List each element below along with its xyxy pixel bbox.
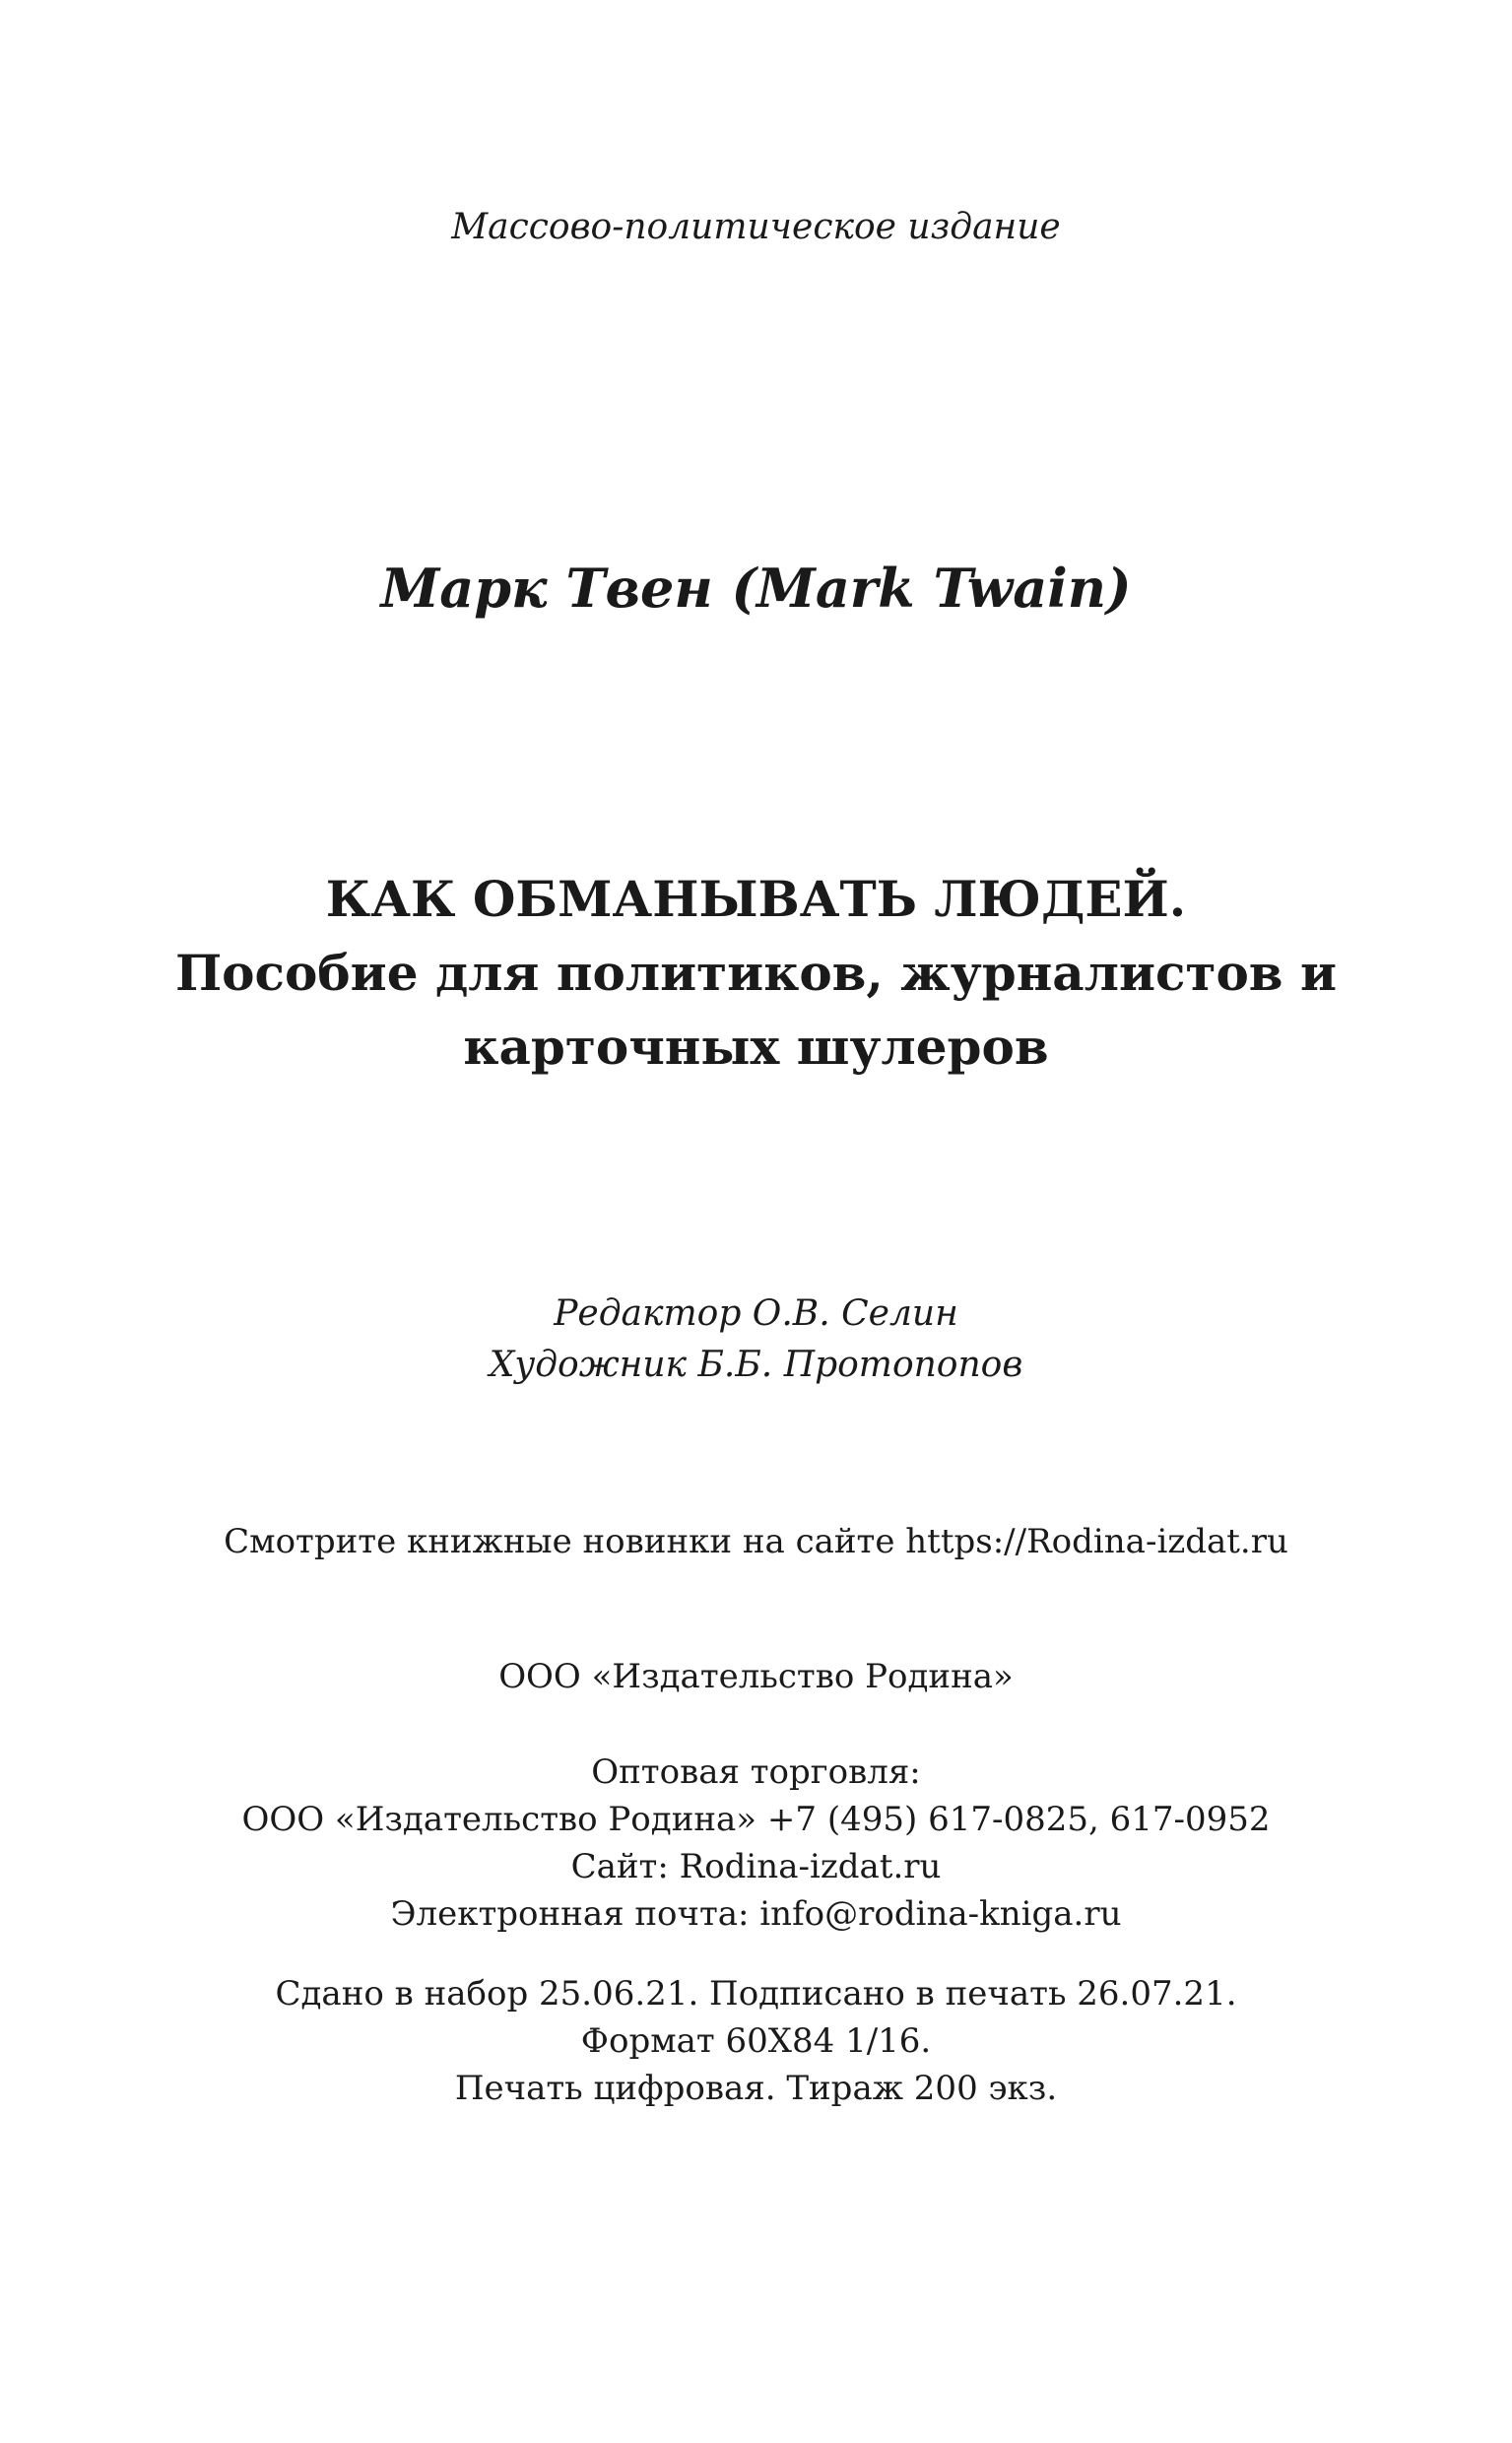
imprint-print-run: Печать цифровая. Тираж 200 экз. — [454, 2069, 1058, 2108]
title-line-2: Пособие для политиков, журналистов и — [174, 944, 1338, 1002]
artist-credit: Художник Б.Б. Протопопов — [489, 1345, 1023, 1385]
credits — [0, 1288, 1512, 1391]
wholesale-site: Сайт: Rodina-izdat.ru — [570, 1847, 942, 1886]
wholesale-phone: ООО «Издательство Родина» +7 (495) 617-0825, 617-0952 — [241, 1800, 1271, 1839]
title-line-1: КАК ОБМАНЫВАТЬ ЛЮДЕЙ. — [325, 870, 1187, 928]
imprint-info — [0, 1970, 1512, 2112]
publisher-name: ООО «Издательство Родина» — [498, 1657, 1014, 1696]
author-name: Марк Твен (Mark Twain) — [380, 557, 1132, 620]
book-title — [0, 862, 1512, 1084]
wholesale-heading: Оптовая торговля: — [591, 1752, 921, 1792]
editor-credit: Редактор О.В. Селин — [554, 1293, 958, 1334]
wholesale-email: Электронная почта: info@rodina-kniga.ru — [390, 1894, 1122, 1934]
title-line-3: карточных шулеров — [463, 1018, 1049, 1076]
imprint-dates: Сдано в набор 25.06.21. Подписано в печать 26.07.21. — [275, 1974, 1237, 2014]
website-note: Смотрите книжные новинки на сайте https://Rodina-izdat.ru — [224, 1522, 1288, 1561]
series-label: Массово-политическое издание — [451, 207, 1061, 247]
imprint-format: Формат 60Х84 1/16. — [580, 2021, 932, 2061]
wholesale-info — [0, 1749, 1512, 1938]
